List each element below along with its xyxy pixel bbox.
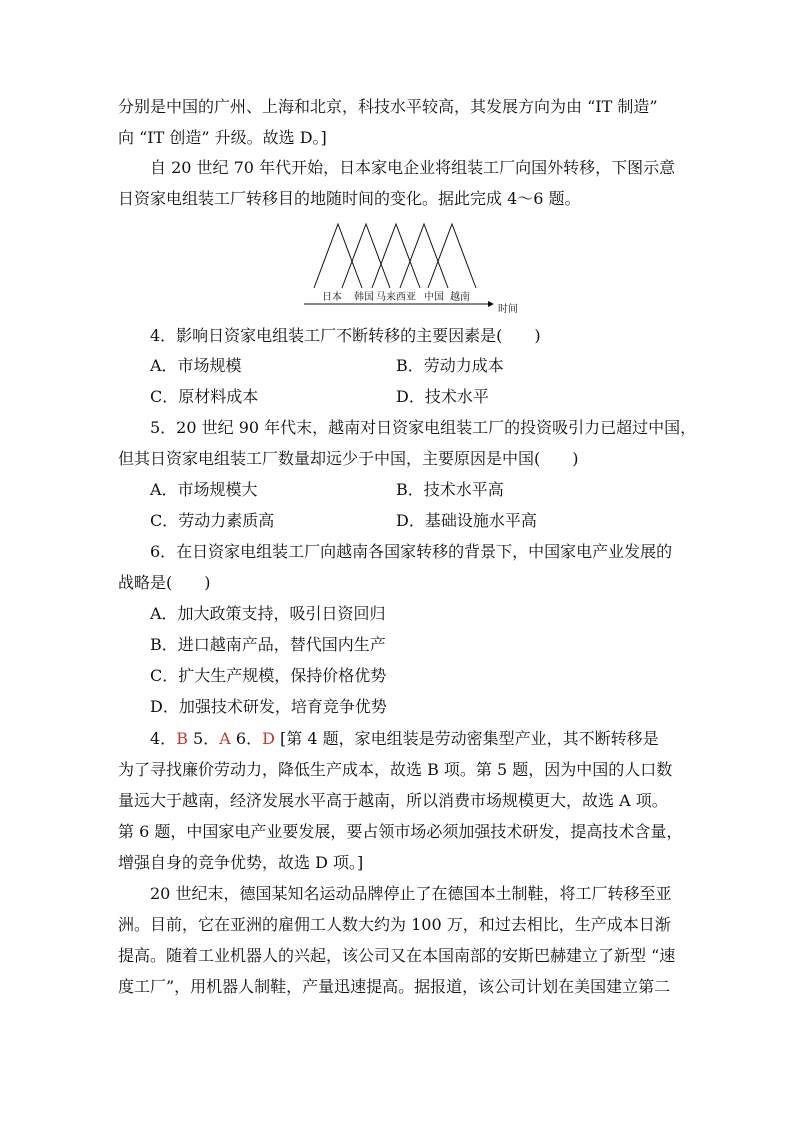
transfer-diagram [300,220,530,316]
peak-japan [314,224,362,288]
q4-option-b: B．劳动力成本 [396,356,504,375]
q5-stem-line1: 5．20 世纪 90 年代末，越南对日资家电组装工厂的投资吸引力已超过中国， [150,418,697,437]
peak-china [400,224,448,288]
q6-option-b: B．进口越南产品，替代国内生产 [150,635,386,654]
q4-option-d: D．技术水平 [396,387,489,406]
answer-key-6: D [262,729,275,748]
answer-explanation-start: [第 4 题，家电组装是劳动密集型产业，其不断转移是 [280,729,659,748]
label-vietnam: 越南 [450,292,470,303]
q5-stem-line2: 但其日资家电组装工厂数量却远少于中国，主要原因是中国( ) [118,449,579,468]
q5-option-c: C．劳动力素质高 [150,511,275,530]
label-china: 中国 [424,292,444,303]
peak-korea [342,224,390,288]
passage-line1: 20 世纪末，德国某知名运动品牌停止了在德国本土制鞋，将工厂转移至亚 [150,884,672,903]
answer-num-4: 4． [150,729,177,748]
q6-option-a: A．加大政策支持，吸引日资回归 [150,604,386,623]
q4-option-c: C．原材料成本 [150,387,259,406]
q6-option-c: C．扩大生产规模，保持价格优势 [150,666,387,685]
paragraph1-line1: 分别是中国的广州、上海和北京，科技水平较高，其发展方向为由 “IT 制造” [118,97,658,116]
axis-arrow [488,301,494,307]
label-japan: 日本 [322,292,342,303]
peak-vietnam [428,224,476,288]
intro-line2: 日资家电组装工厂转移目的地随时间的变化。据此完成 4～6 题。 [118,189,581,208]
peak-malaysia [372,224,420,288]
answer-line3: 量远大于越南，经济发展水平高于越南，所以消费市场规模更大，故选 A 项。 [118,791,668,810]
answer-num-5: 5． [193,729,220,748]
axis-label-time: 时间 [498,304,518,315]
answer-line4: 第 6 题，中国家电产业要发展，要占领市场必须加强技术研发，提高技术含量， [118,822,683,841]
q6-option-d: D．加强技术研发，培育竞争优势 [150,697,387,716]
answer-num-6: 6． [235,729,263,748]
q6-stem-line2: 战略是( ) [118,573,211,592]
q5-option-a: A．市场规模大 [150,480,258,499]
answer-key-5: A [219,729,231,748]
answer-key-4: B [176,729,188,748]
paragraph1-line2: 向 “IT 创造” 升级。故选 D。] [118,128,327,147]
q5-option-d: D．基础设施水平高 [396,511,537,530]
label-korea: 韩国 [354,292,374,303]
q4-stem: 4．影响日资家电组装工厂不断转移的主要因素是( ) [150,326,541,345]
q6-stem-line1: 6．在日资家电组装工厂向越南各国家转移的背景下，中国家电产业发展的 [150,542,673,561]
passage-line4: 度工厂”，用机器人制鞋，产量迅速提高。据报道，该公司计划在美国建立第二 [118,977,671,996]
passage-line2: 洲。目前，它在亚洲的雇佣工人数大约为 100 万，和过去相比，生产成本日渐 [118,915,671,934]
answer-line1 [150,729,710,749]
q4-option-a: A．市场规模 [150,356,242,375]
q5-option-b: B．技术水平高 [396,480,504,499]
passage-line3: 提高。随着工业机器人的兴起，该公司又在本国南部的安斯巴赫建立了新型 “速 [118,946,676,965]
label-malaysia: 马来西亚 [376,292,416,303]
answer-line5: 增强自身的竞争优势，故选 D 项。] [118,853,364,872]
intro-line1: 自 20 世纪 70 年代开始，日本家电企业将组装工厂向国外转移，下图示意 [150,158,676,177]
answer-line2: 为了寻找廉价劳动力，降低生产成本，故选 B 项。第 5 题，因为中国的人口数 [118,760,673,779]
